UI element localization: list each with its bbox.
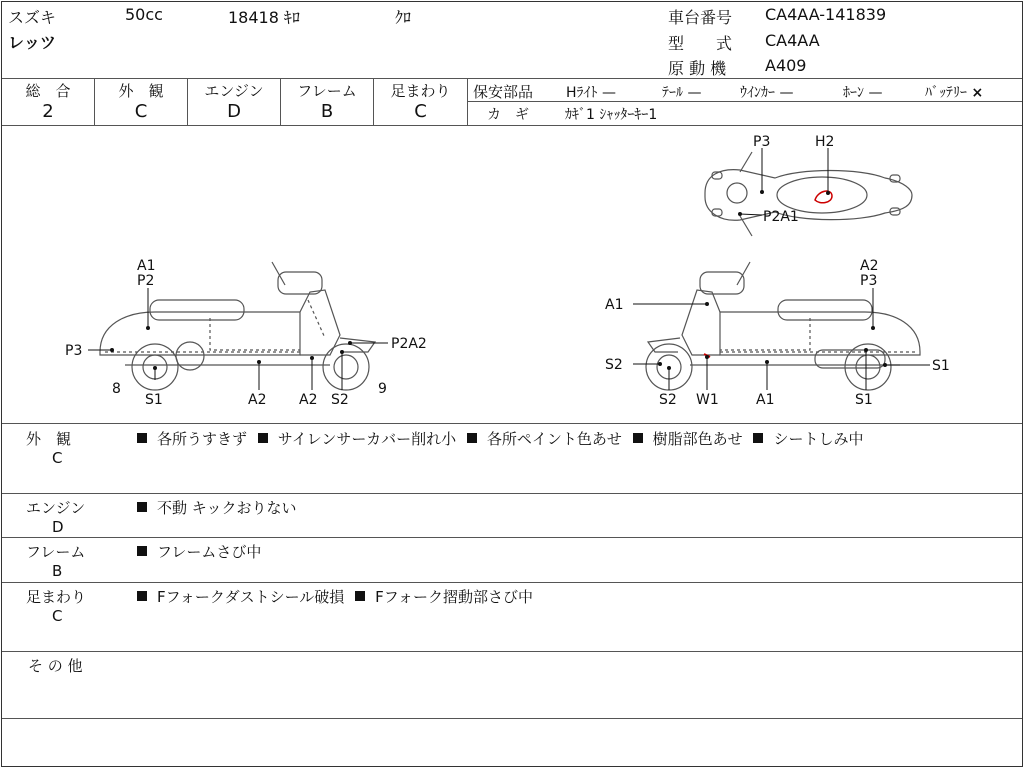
label-top-p2a1: P2A1	[763, 209, 799, 225]
mileage: 18418 ｷﾛ	[228, 8, 300, 27]
safety-item-battery: ﾊﾞｯﾃﾘｰ ×	[925, 85, 984, 101]
label-left-p2: P2	[137, 273, 155, 289]
label-left-8: 8	[112, 381, 121, 397]
section-grade-frame: B	[52, 562, 63, 580]
label-right-s1-bottom: S1	[855, 392, 873, 408]
label-top-h2: H2	[815, 134, 835, 150]
label-left-p2a2: P2A2	[391, 336, 427, 352]
section-label-engine: エンジン	[26, 499, 86, 517]
label-right-s2-bottom: S2	[659, 392, 677, 408]
displacement: 50cc	[125, 5, 163, 24]
grade-value-exterior: C	[134, 101, 148, 122]
grade-value-suspension: C	[414, 101, 427, 122]
section-item: サイレンサーカバー削れ小	[277, 430, 457, 448]
section-label-frame: フレーム	[26, 543, 86, 561]
model-code-label: 型 式	[668, 34, 733, 53]
key-label: カ ギ	[487, 107, 529, 123]
maker: スズキ	[8, 8, 57, 27]
safety-label: 保安部品	[473, 83, 534, 101]
label-top-p3: P3	[753, 134, 771, 150]
section-grade-exterior: C	[52, 449, 63, 467]
divider	[2, 651, 1022, 652]
label-right-s2: S2	[605, 357, 623, 373]
top-view-scooter	[705, 152, 912, 236]
label-right-a1: A1	[605, 297, 624, 313]
section-item: フレームさび中	[157, 543, 262, 561]
section-label-exterior: 外 観	[26, 430, 72, 448]
grade-value-frame: B	[320, 101, 334, 122]
label-left-s1: S1	[145, 392, 163, 408]
safety-item-horn: ﾎｰﾝ —	[843, 85, 883, 101]
model-code: CA4AA	[765, 31, 820, 50]
label-right-s1: S1	[932, 358, 950, 374]
frame-number: CA4AA-141839	[765, 5, 887, 24]
section-label-suspension: 足まわり	[26, 588, 87, 606]
divider	[2, 582, 1022, 583]
label-right-w1: W1	[696, 392, 719, 408]
frame-number-label: 車台番号	[668, 8, 733, 27]
key-value: ｶｷﾞ1 ｼｬｯﾀｰｷｰ1	[565, 107, 658, 123]
safety-item-winker: ｳｲﾝｶｰ —	[740, 85, 794, 101]
section-item: 各所うすきず	[157, 430, 248, 448]
section-items-engine	[137, 497, 302, 518]
section-items-frame	[137, 541, 267, 562]
section-grade-engine: D	[52, 518, 64, 536]
right-side-view-scooter	[646, 262, 920, 390]
label-right-p3: P3	[860, 273, 878, 289]
section-item: 樹脂部色あせ	[652, 430, 743, 448]
grade-value-engine: D	[227, 101, 241, 122]
section-item: 各所ペイント色あせ	[486, 430, 622, 448]
label-right-a2: A2	[860, 258, 879, 274]
label-left-a1: A1	[137, 258, 156, 274]
divider	[2, 493, 1022, 494]
grade-label-frame: フレーム	[297, 82, 357, 100]
section-items-suspension	[137, 586, 539, 607]
section-grade-suspension: C	[52, 607, 63, 625]
engine-label: 原 動 機	[668, 59, 727, 78]
label-left-p3: P3	[65, 343, 83, 359]
section-label-other: そ の 他	[28, 657, 83, 675]
section-item: Fフォーク摺動部さび中	[375, 588, 533, 606]
section-item: 不動 キックおりない	[157, 499, 297, 517]
engine-code: A409	[765, 56, 807, 75]
grade-label-engine: エンジン	[204, 82, 264, 100]
safety-item-tail: ﾃｰﾙ —	[662, 85, 702, 101]
safety-item-headlight: Hﾗｲﾄ —	[566, 85, 616, 101]
label-left-a2-second: A2	[299, 392, 318, 408]
section-item: Fフォークダストシール破損	[157, 588, 345, 606]
divider	[2, 718, 1022, 719]
grade-label-suspension: 足まわり	[390, 82, 451, 100]
color: ｸﾛ	[395, 8, 412, 27]
label-left-a2: A2	[248, 392, 267, 408]
divider	[2, 537, 1022, 538]
section-items-exterior	[137, 428, 869, 449]
label-left-9: 9	[378, 381, 387, 397]
grade-value-overall: 2	[42, 101, 54, 122]
grade-label-overall: 総 合	[25, 82, 71, 100]
model-name: レッツ	[8, 33, 56, 52]
label-right-a1-bottom: A1	[756, 392, 775, 408]
section-item: シートしみ中	[773, 430, 864, 448]
grade-label-exterior: 外 観	[118, 82, 164, 100]
label-left-s2: S2	[331, 392, 349, 408]
